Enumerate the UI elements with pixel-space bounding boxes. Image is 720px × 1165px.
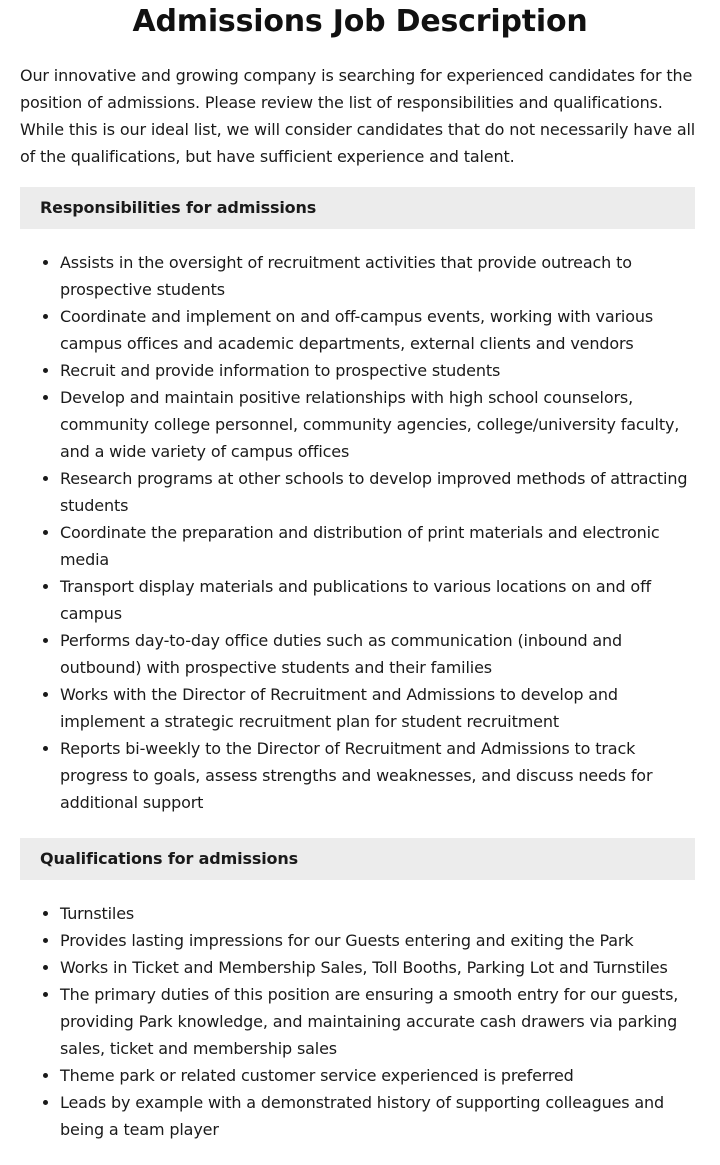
list-item: • Coordinate the preparation and distribution of print materials and electronic media	[60, 519, 695, 573]
list-item: • Assists in the oversight of recruitment activities that provide outreach to prospective students	[60, 249, 695, 303]
list-item: • Recruit and provide information to prospective students	[60, 357, 695, 384]
responsibilities-heading: Responsibilities for admissions	[20, 187, 695, 229]
list-item: • Reports bi-weekly to the Director of Recruitment and Admissions to track progress to goals, assess strengths and weaknesses, and discuss needs for additional support	[60, 735, 695, 816]
list-item: • Coordinate and implement on and off-campus events, working with various campus offices and academic departments, external clients and vendors	[60, 303, 695, 357]
list-item: • Provides lasting impressions for our Guests entering and exiting the Park	[60, 927, 695, 954]
list-item: • Transport display materials and publications to various locations on and off campus	[60, 573, 695, 627]
list-item: • Leads by example with a demonstrated history of supporting colleagues and being a team player	[60, 1089, 695, 1143]
list-item: • Works with the Director of Recruitment and Admissions to develop and implement a strategic recruitment plan for student recruitment	[60, 681, 695, 735]
responsibilities-list	[20, 249, 695, 816]
section-spacer	[0, 816, 720, 821]
list-item: • Turnstiles	[60, 900, 695, 927]
list-item: • The primary duties of this position are ensuring a smooth entry for our guests, providing Park knowledge, and maintaining accurate cash drawers via parking sales, ticket and membership sales	[60, 981, 695, 1062]
qualifications-heading: Qualifications for admissions	[20, 838, 695, 880]
list-item: • Theme park or related customer service experienced is preferred	[60, 1062, 695, 1089]
list-item: • Research programs at other schools to develop improved methods of attracting students	[60, 465, 695, 519]
list-item: • Performs day-to-day office duties such as communication (inbound and outbound) with prospective students and their families	[60, 627, 695, 681]
page-title: Admissions Job Description	[132, 4, 588, 39]
list-item: • Develop and maintain positive relationships with high school counselors, community college personnel, community agencies, college/university faculty, and a wide variety of campus offices	[60, 384, 695, 465]
qualifications-list	[20, 900, 695, 1143]
intro-paragraph: Our innovative and growing company is searching for experienced candidates for the position of admissions. Please review the list of responsibilities and qualifications. While this is our ideal list, we will consider candidates that do not necessarily have all of the qualifications, but have sufficient experience and talent.	[20, 66, 696, 166]
list-item: • Works in Ticket and Membership Sales, Toll Booths, Parking Lot and Turnstiles	[60, 954, 695, 981]
